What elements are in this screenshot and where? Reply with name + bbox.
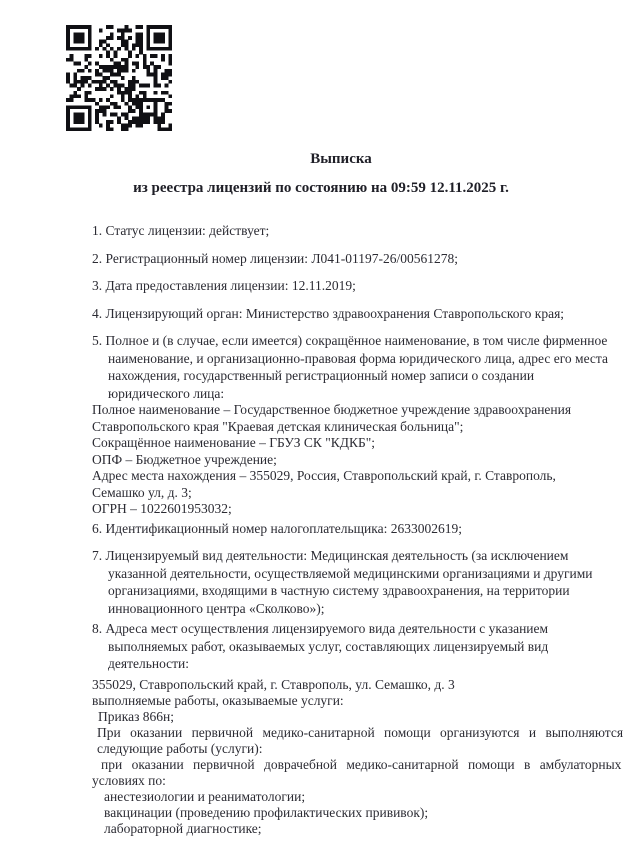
item5-line: юридического лица: [108,385,225,401]
item5-line: нахождения, государственный регистрационный номер записи о создании [108,368,535,383]
org-full-name-line: Ставропольского края "Краевая детская клиническая больница"; [92,418,464,434]
item-license-reg-number: 2. Регистрационный номер лицензии: Л041-01197-26/00561278; [92,250,459,266]
org-opf: ОПФ – Бюджетное учреждение; [92,451,277,467]
document-title: Выписка [310,151,372,167]
service-item: вакцинации (проведению профилактических прививок); [104,804,429,820]
item-taxpayer-number: 6. Идентификационный номер налогоплательщика: 2633002619; [92,520,462,536]
org-address-line: Адрес места нахождения – 355029, Россия, Ставропольский край, г. Ставрополь, [92,468,556,483]
item8-line: выполняемых работ, оказываемых услуг, составляющих лицензируемый вид [108,638,549,654]
primary-care-line: При оказании первичной медико-санитарной помощи организуются и выполняются [97,724,624,740]
activity-address: 355029, Ставропольский край, г. Ставрополь, ул. Семашко, д. 3 [92,676,455,692]
item-license-grant-date: 3. Дата предоставления лицензии: 12.11.2019; [92,278,356,293]
item7-line: организациями, входящими в частную систему здравоохранения, на территории [108,583,570,598]
qr-code-icon [66,25,172,131]
item5-line: 5. Полное и (в случае, если имеется) сокращённое наименование, в том числе фирменное [92,333,608,348]
item8-line: деятельности: [108,656,190,671]
activity-details-block [92,677,626,837]
document-body [92,222,626,837]
order-reference: Приказ 866н; [98,708,175,724]
works-label: выполняемые работы, оказываемые услуги: [92,692,344,708]
item-licensing-authority: 4. Лицензирующий орган: Министерство здравоохранения Ставропольского края; [92,305,565,321]
item7-line: 7. Лицензируемый вид деятельности: Медицинская деятельность (за исключением [92,548,569,563]
item7-line: указанной деятельности, осуществляемой медицинскими организациями и другими [108,565,593,581]
org-address-line: Семашко ул, д. 3; [92,484,192,500]
item5-line: наименование, и организационно-правовая форма юридического лица, адрес его места [108,350,608,366]
org-details-block [92,402,626,518]
org-short-name: Сокращённое наименование – ГБУЗ СК "КДКБ"; [92,435,375,450]
item-org-name-heading [92,332,626,402]
item-licensed-activity [92,547,626,617]
service-item: анестезиологии и реаниматологии; [104,788,306,804]
item-activity-addresses [92,620,626,673]
item8-line: 8. Адреса мест осуществления лицензируемого вида деятельности с указанием [92,621,549,636]
org-ogrn: ОГРН – 1022601953032; [92,501,232,516]
pre-medical-line: условиях по: [92,772,166,788]
service-item: лабораторной диагностике; [104,820,262,836]
primary-care-line: следующие работы (услуги): [97,740,263,756]
item7-line: инновационного центра «Сколково»); [108,600,325,616]
pre-medical-line: при оказании первичной доврачебной медико-санитарной помощи в амбулаторных [101,756,622,772]
org-full-name-line: Полное наименование – Государственное бюджетное учреждение здравоохранения [92,402,572,417]
item-license-status: 1. Статус лицензии: действует; [92,223,270,238]
document-subtitle: из реестра лицензий по состоянию на 09:59 12.11.2025 г. [133,180,509,196]
